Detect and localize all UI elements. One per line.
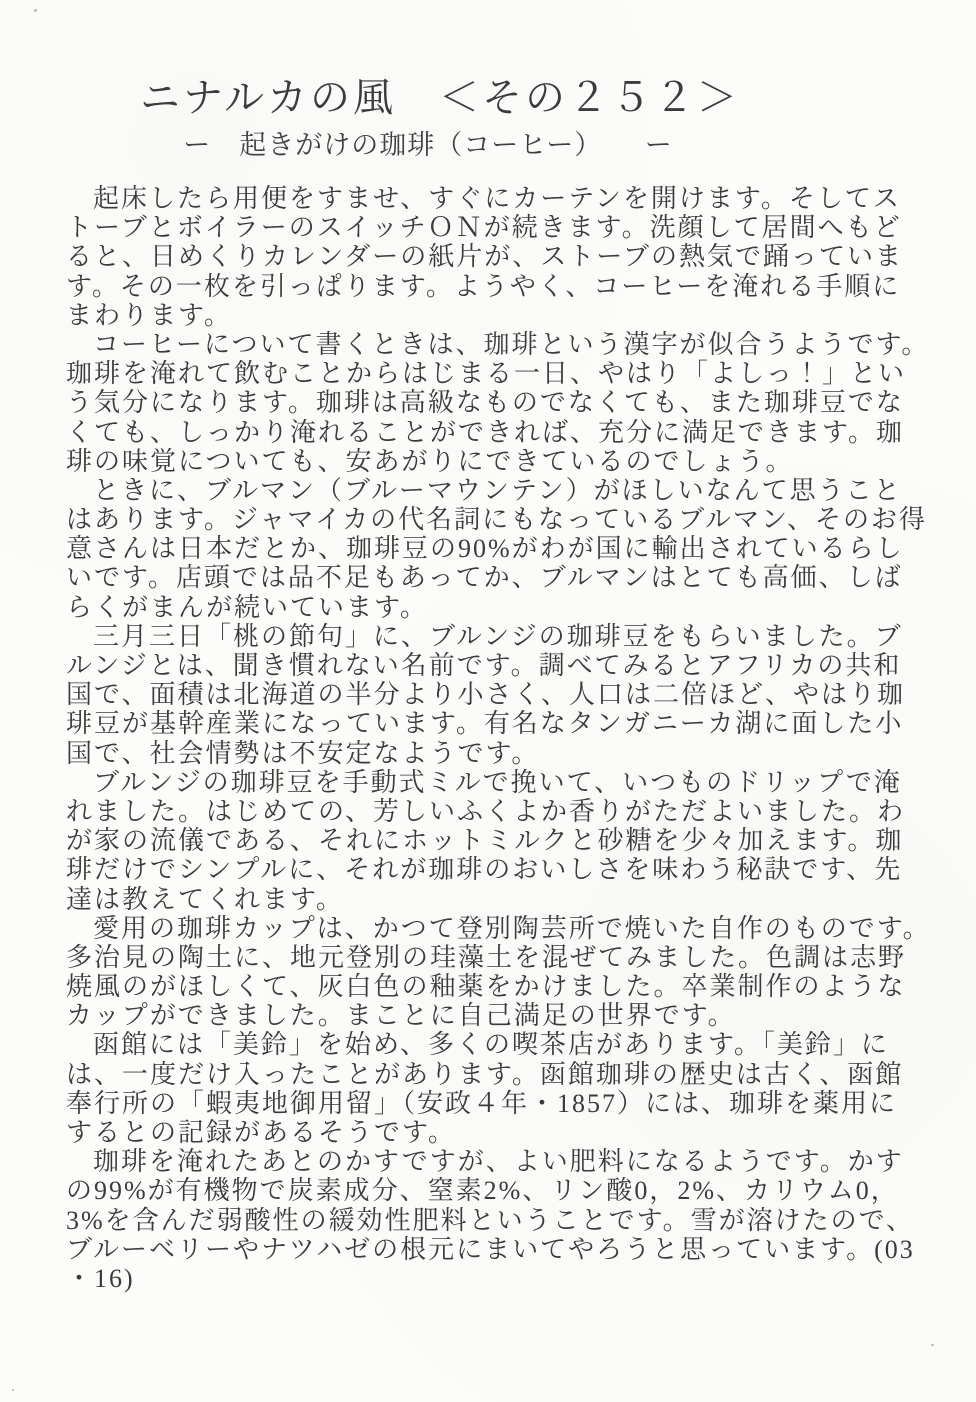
text-line: はあります。ジャマイカの代名詞にもなっているブルマン、そのお得 [66, 505, 927, 535]
paragraph [66, 184, 912, 330]
text-line: 焼風のがほしくて、灰白色の釉薬をかけました。卒業制作のような [66, 972, 906, 1002]
text-line: ときに、ブルマン（ブルーマウンテン）がほしいなんて思うこと [93, 475, 902, 505]
paragraph [66, 622, 912, 768]
text-line: ると、日めくりカレンダーの紙片が、ストーブの熱気で踊っていま [66, 242, 904, 272]
scan-speck [931, 1344, 934, 1346]
text-line: ルンジとは、聞き慣れない名前です。調べてみるとアフリカの共和 [66, 651, 902, 680]
text-line: 函館には「美鈴」を始め、多くの喫茶店があります。「美鈴」に [93, 1030, 889, 1060]
document-title: ニナルカの風 ＜その２５２＞ [140, 75, 740, 120]
text-line: 三月三日「桃の節句」に、ブルンジの珈琲豆をもらいました。ブ [93, 621, 903, 651]
paragraph [66, 1030, 912, 1147]
text-line: 多治見の陶土に、地元登別の珪藻土を混ぜてみました。色調は志野 [66, 942, 907, 972]
text-line: 珈琲を淹れて飲むことからはじまる一日、やはり「よしっ！」とい [66, 359, 907, 389]
paragraph [66, 475, 927, 622]
text-line: いです。店頭では品不足もあってか、ブルマンはとても高価、しば [66, 563, 903, 593]
text-line: 3%を含んだ弱酸性の緩効性肥料ということです。雪が溶けたので、 [66, 1205, 915, 1235]
text-line: ブルンジの珈琲豆を手動式ミルで挽いて、いつものドリップで淹 [93, 767, 902, 797]
text-line: 琲の味覚についても、安あがりにできているのでしょう。 [66, 446, 794, 476]
paragraph [66, 329, 930, 476]
paragraph [66, 913, 931, 1031]
text-line: 起床したら用便をすませ、すぐにカーテンを開けます。そしてス [93, 184, 901, 213]
text-line: トーブとボイラーのスイッチＯＮが続きます。洗顔して居間へもど [66, 213, 902, 243]
paragraph [66, 1147, 915, 1293]
scan-speck [34, 9, 37, 12]
text-line: くても、しっかり淹れることができれば、充分に満足できます。珈 [66, 417, 904, 447]
document-body [66, 184, 931, 1293]
text-line: う気分になります。珈琲は高級なものでなくても、また珈琲豆でな [66, 388, 904, 418]
text-line: す。その一枚を引っぱります。ようやく、コーヒーを淹れる手順に [66, 271, 901, 301]
text-line: 珈琲を淹れたあとのかすですが、よい肥料になるようです。かす [93, 1147, 904, 1177]
text-line: コーヒーについて書くときは、珈琲という漢字が似合うようです。 [93, 329, 930, 359]
text-line: は、一度だけ入ったことがあります。函館珈琲の歴史は古く、函館 [66, 1059, 904, 1089]
text-line: らくがまんが続いています。 [66, 592, 428, 622]
text-line: が家の流儀である、それにホットミルクと砂糖を少々加えます。珈 [66, 826, 904, 856]
text-line: カップができました。まことに自己満足の世界です。 [66, 1001, 736, 1031]
text-line: ブルーベリーやナツハゼの根元にまいてやろうと思っています。(03 [66, 1234, 915, 1264]
text-line: 琲だけでシンプルに、それが珈琲のおいしさを味わう秘訣です、先 [66, 855, 903, 885]
text-line: ・16) [66, 1263, 135, 1293]
paragraph [66, 768, 912, 914]
text-line: 国で、面積は北海道の半分より小さく、人口は二倍ほど、やはり珈 [66, 680, 905, 710]
text-line: の99%が有機物で炭素成分、窒素2%、リン酸0，2%、カリウム0， [66, 1176, 899, 1206]
scan-speck [12, 1389, 14, 1391]
text-line: 意さんは日本だとか、珈琲豆の90%がわが国に輸出されているらし [66, 534, 904, 564]
text-line: 達は教えてくれます。 [66, 884, 344, 914]
text-line: れました。はじめての、芳しいふくよか香りがただよいました。わ [66, 796, 905, 826]
text-line: 国で、社会情勢は不安定なようです。 [66, 738, 540, 768]
text-line: まわります。 [66, 300, 232, 330]
text-line: 奉行所の「蝦夷地御用留」（安政４年・1857）には、珈琲を薬用に [66, 1088, 898, 1118]
text-line: するとの記録があるそうです。 [66, 1118, 456, 1147]
text-line: 愛用の珈琲カップは、かつて登別陶芸所で焼いた自作のものです。 [93, 913, 931, 943]
document-subtitle: ー 起きがけの珈琲（コーヒー） ー [183, 130, 673, 160]
text-line: 琲豆が基幹産業になっています。有名なタンガニーカ湖に面した小 [66, 709, 904, 739]
